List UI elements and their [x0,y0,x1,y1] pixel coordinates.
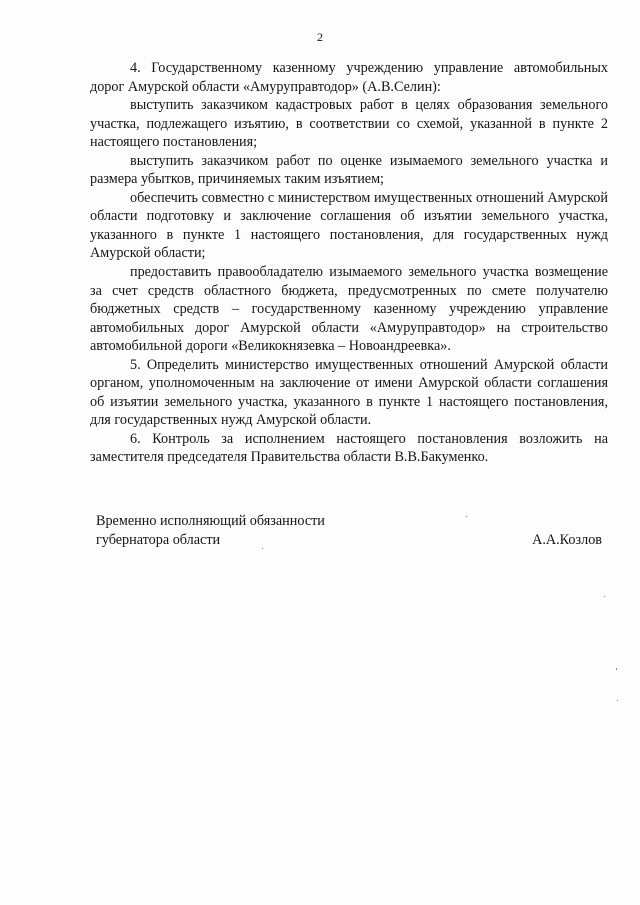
scan-speck [604,596,605,597]
paragraph-agreement-preparation: обеспечить совместно с министерством имущественных отношений Амурской области подготовку и заключение соглашения об изъятии земельного участка, указанного в пункте 1 настоящего постановления, для государственных нужд Амурской области; [90,189,608,262]
scan-speck [617,700,618,701]
paragraph-item-5: 5. Определить министерство имущественных отношений Амурской области органом, уполномоченным на заключение от имени Амурской области соглашения об изъятии земельного участка, указанного в пункте 1 настоящего постановления, для государственных нужд Амурской области. [90,356,608,429]
paragraph-item-4: 4. Государственному казенному учреждению управление автомобильных дорог Амурской области «Амуруправтодор» (А.В.Селин): [90,60,608,95]
signatory-title-line2: губернатора области [96,531,221,548]
document-body [90,59,608,467]
paragraph-item-6: 6. Контроль за исполнением настоящего постановления возложить на заместителя председателя Правительства области В.В.Бакуменко. [90,430,608,466]
page-number: 2 [317,30,323,44]
paragraph-cadastral-works: выступить заказчиком кадастровых работ в целях образования земельного участка, подлежащего изъятию, в соответствии со схемой, указанной в пункте 2 настоящего постановления; [90,97,608,151]
scan-speck [466,516,467,517]
scan-speck [616,668,617,670]
paragraph-compensation: предоставить правообладателю изымаемого земельного участка возмещение за счет средств областного бюджета, предусмотренных по смете получателю бюджетных средств – государственному казенному учреждению управление автомобильных дорог Амурской области «Амуруправтодор» на строительство автомобильной дороги «Великокнязевка – Новоандреевка». [90,264,608,355]
paragraph-valuation-works: выступить заказчиком работ по оценке изымаемого земельного участка и размера убытков, причиняемых таким изъятием; [90,152,608,188]
signatory-title-line1: Временно исполняющий обязанности [96,513,325,529]
signature-block [96,512,602,549]
signatory-name: А.А.Козлов [532,531,602,548]
scan-speck [262,548,263,549]
